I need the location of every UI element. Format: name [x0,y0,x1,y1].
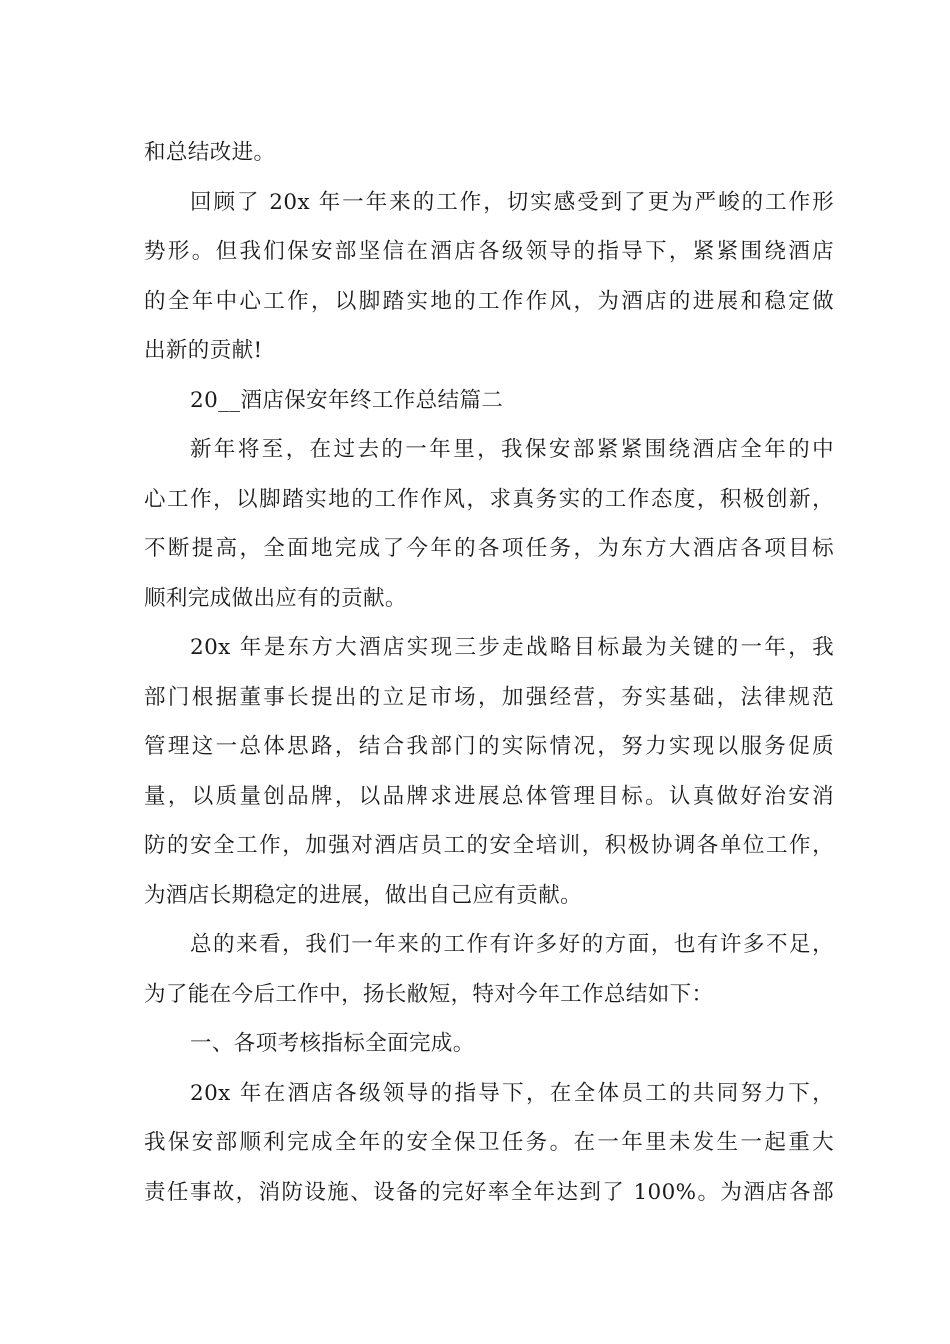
text-line: 出新的贡献! [144,338,263,363]
list-heading: 一、各项考核指标全面完成。 [190,1031,475,1056]
text-line: 20x 年是东方大酒店实现三步走战略目标最为关键的一年，我 [190,635,834,660]
text-line: 不断提高，全面地完成了今年的各项任务，为东方大酒店各项目标 [144,536,834,561]
text-line: 责任事故，消防设施、设备的完好率全年达到了 100%。为酒店各部 [144,1179,834,1205]
text-line: 新年将至，在过去的一年里，我保安部紧紧围绕酒店全年的中 [190,437,834,462]
text-line: 回顾了 20x 年一年来的工作，切实感受到了更为严峻的工作形 [190,189,834,215]
text-line: 为酒店长期稳定的进展，做出自己应有贡献。 [144,882,583,908]
text-line: 的全年中心工作，以脚踏实地的工作作风，为酒店的进展和稳定做 [144,288,834,314]
text-line: 量，以质量创品牌，以品牌求进展总体管理目标。认真做好治安消 [144,783,834,809]
document-body [144,128,834,1217]
text-line: 总的来看，我们一年来的工作有许多好的方面，也有许多不足， [190,932,834,957]
text-line: 和总结改进。 [144,140,276,165]
text-line: 部门根据董事长提出的立足市场，加强经营，夯实基础，法律规范 [144,684,834,710]
text-line: 顺利完成做出应有的贡献。 [144,585,407,611]
text-line: 管理这一总体思路，结合我部门的实际情况，努力实现以服务促质 [144,734,834,759]
text-line: 为了能在今后工作中，扬长敝短，特对今年工作总结如下： [144,981,714,1007]
text-line: 防的安全工作，加强对酒店员工的安全培训，积极协调各单位工作， [144,833,834,858]
text-line: 心工作，以脚踏实地的工作作风，求真务实的工作态度，积极创新， [144,486,834,512]
text-line: 势形。但我们保安部坚信在酒店各级领导的指导下，紧紧围绕酒店 [144,239,834,264]
text-line: 我保安部顺利完成全年的安全保卫任务。在一年里未发生一起重大 [144,1130,834,1155]
section-heading: 20__酒店保安年终工作总结篇二 [190,387,504,413]
text-line: 20x 年在酒店各级领导的指导下，在全体员工的共同努力下， [190,1080,834,1106]
